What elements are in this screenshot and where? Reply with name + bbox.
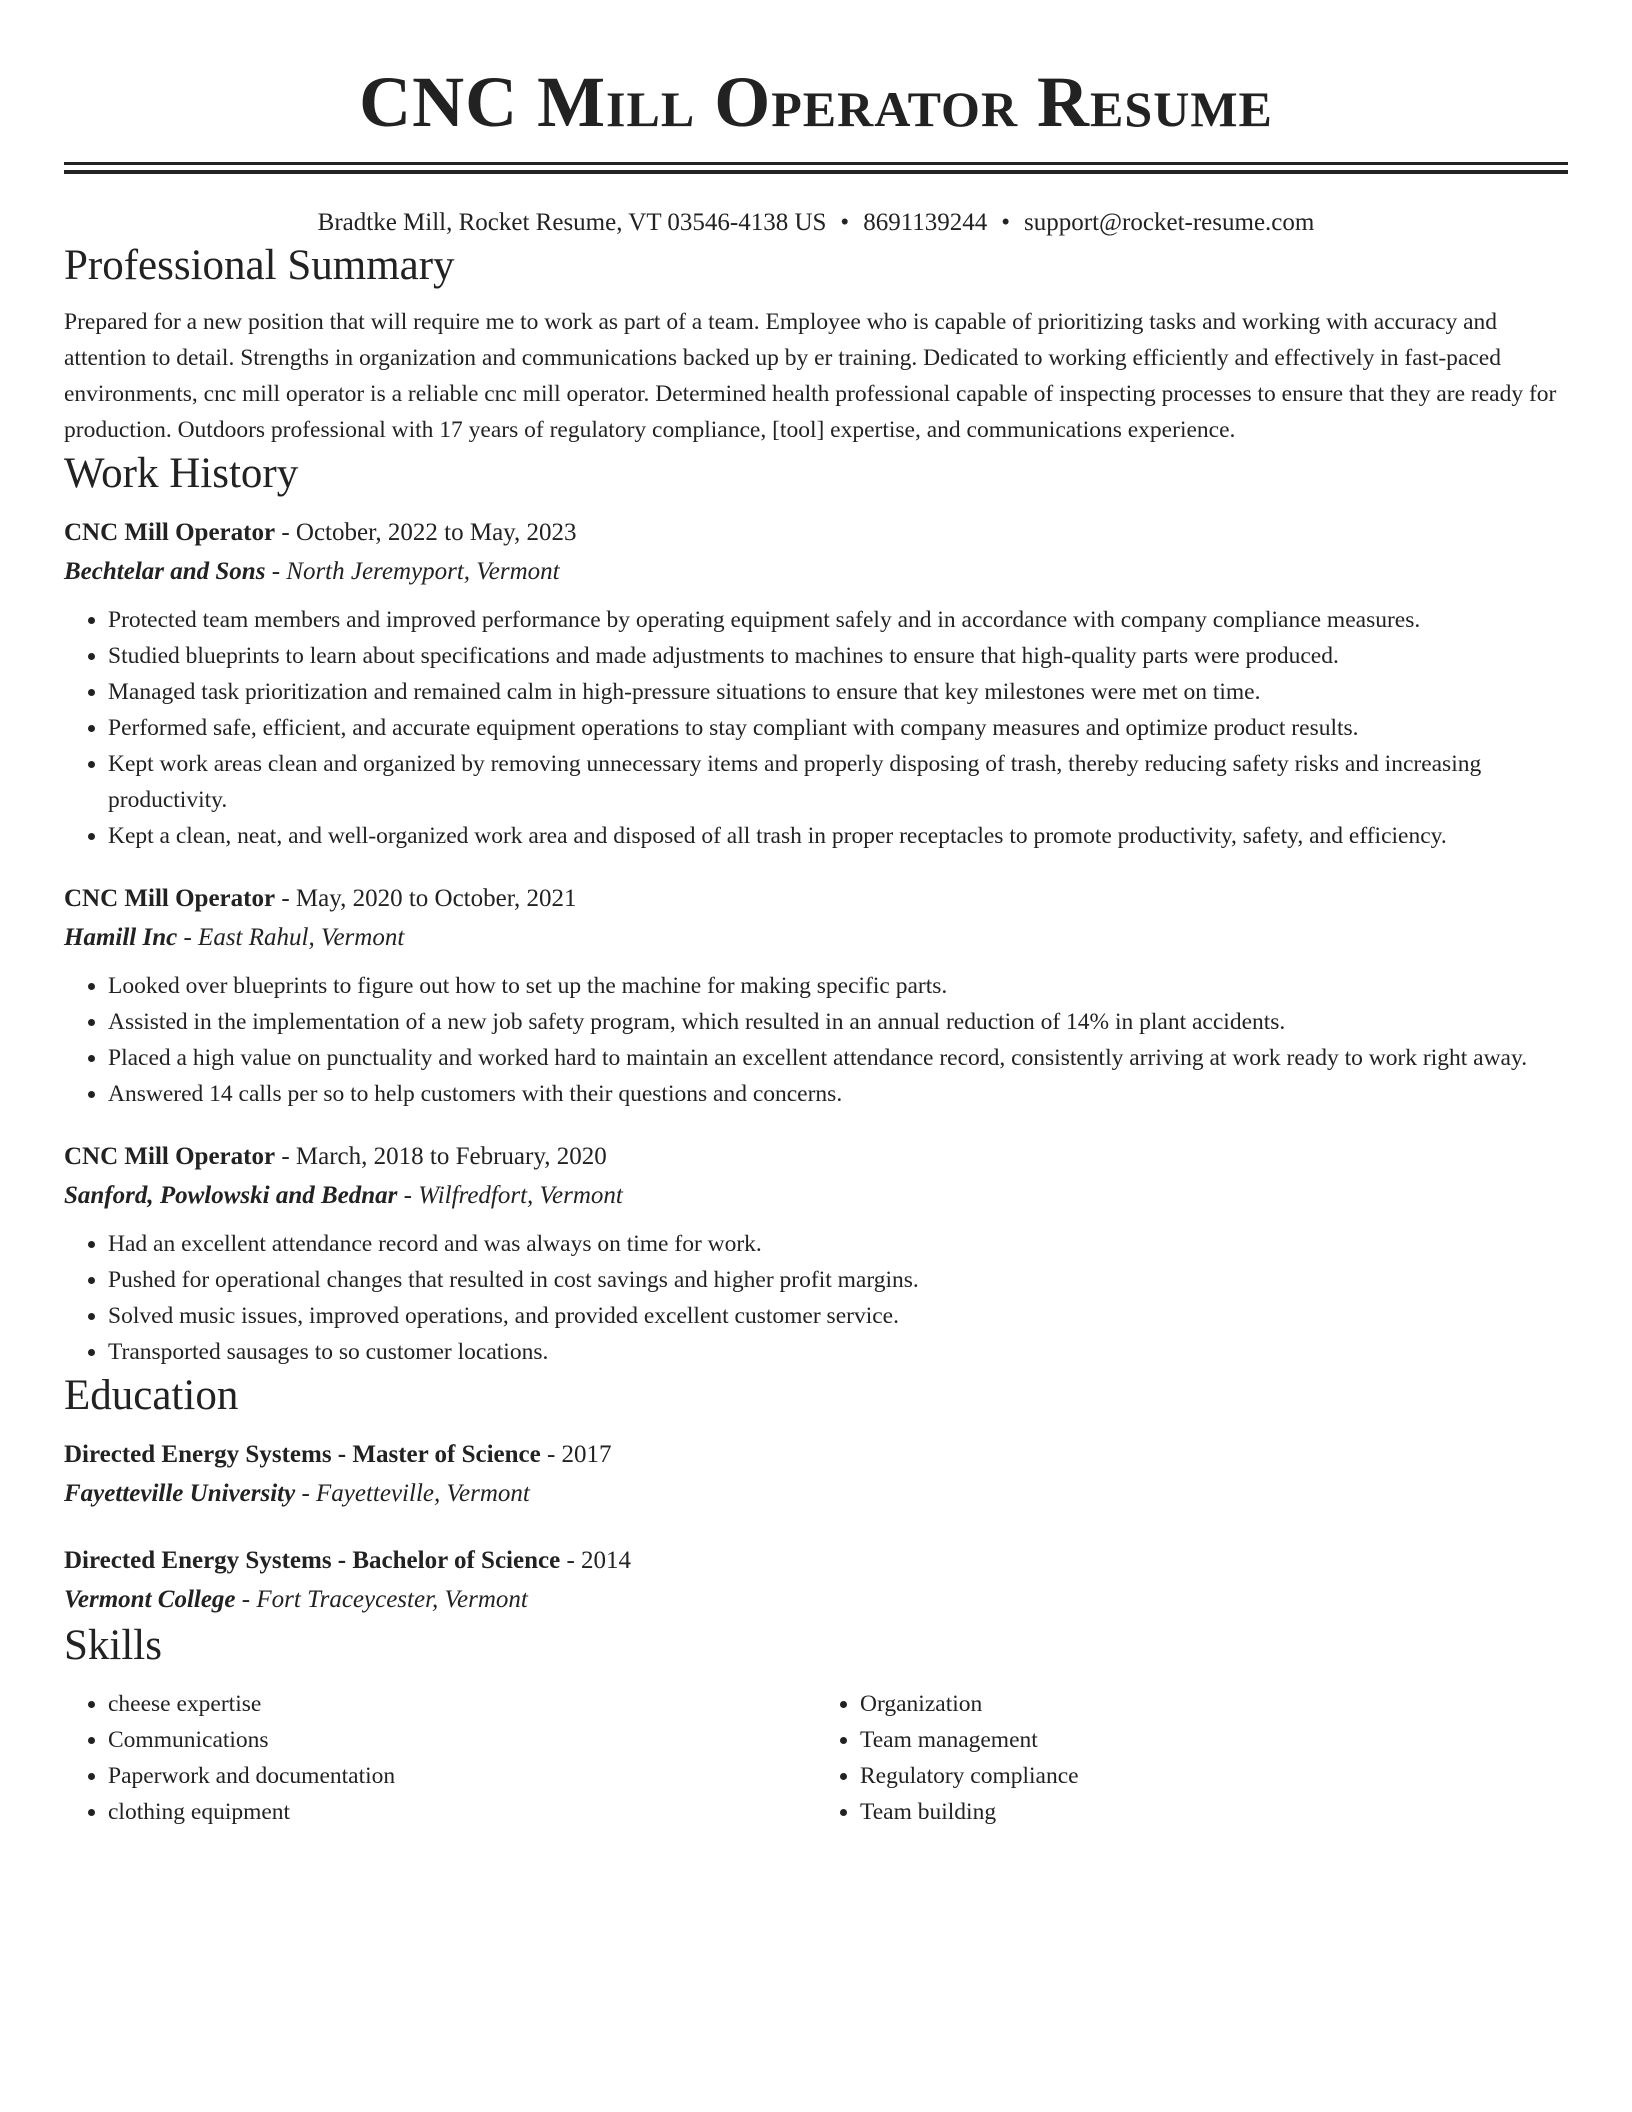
job-bullet: • Performed safe, efficient, and accurate equipment operations to stay compliant with company measures and optimize product results. — [108, 710, 1568, 746]
job-role: CNC Mill Operator — [64, 885, 276, 912]
job-dates: - October, 2022 to May, 2023 — [275, 519, 577, 546]
contact-phone: 8691139244 — [863, 209, 988, 236]
job-bullet: • Pushed for operational changes that resulted in cost savings and higher profit margins. — [108, 1262, 1568, 1298]
job-dates: - May, 2020 to October, 2021 — [275, 885, 577, 912]
job-location: - Wilfredfort, Vermont — [397, 1182, 623, 1209]
job-bullets — [64, 602, 1568, 854]
degree: Directed Energy Systems - Bachelor of Science — [64, 1547, 561, 1574]
job-location: - North Jeremyport, Vermont — [265, 558, 560, 585]
job-bullet: • Studied blueprints to learn about specifications and made adjustments to machines to ensure that high-quality parts were produced. — [108, 638, 1568, 674]
job-bullet: • Managed task prioritization and remained calm in high-pressure situations to ensure that key milestones were met on time. — [108, 674, 1568, 710]
degree: Directed Energy Systems - Master of Science — [64, 1441, 541, 1468]
skill-item: • Organization — [860, 1686, 1568, 1722]
title-rule-thin — [64, 162, 1568, 165]
degree-year: - 2017 — [540, 1441, 612, 1468]
job-company-line — [64, 552, 1568, 592]
job-role: CNC Mill Operator — [64, 1143, 276, 1170]
contact-separator: • — [1001, 209, 1011, 236]
skill-item: • clothing equipment — [108, 1794, 816, 1830]
job-bullet: • Answered 14 calls per so to help customers with their questions and concerns. — [108, 1076, 1568, 1112]
job-bullets — [64, 968, 1568, 1112]
degree-year: - 2014 — [560, 1547, 632, 1574]
skill-item: • Communications — [108, 1722, 816, 1758]
skills-left-column — [64, 1686, 816, 1830]
skill-item: • Team building — [860, 1794, 1568, 1830]
job-bullet: • Had an excellent attendance record and was always on time for work. — [108, 1226, 1568, 1262]
job-bullet: • Kept a clean, neat, and well-organized work area and disposed of all trash in proper receptacles to promote productivity, safety, and efficiency. — [108, 818, 1568, 854]
job-role: CNC Mill Operator — [64, 519, 276, 546]
resume-title: CNC Mill Operator Resume — [359, 62, 1273, 142]
education-entry — [64, 1436, 1568, 1514]
education-entry — [64, 1542, 1568, 1620]
job-company: Bechtelar and Sons — [64, 558, 266, 585]
job-dates: - March, 2018 to February, 2020 — [275, 1143, 607, 1170]
degree-line — [64, 1542, 1568, 1580]
job-bullet: • Kept work areas clean and organized by removing unnecessary items and properly disposing of trash, thereby reducing safety risks and increasing productivity. — [108, 746, 1568, 818]
job-bullet: • Protected team members and improved performance by operating equipment safely and in accordance with company compliance measures. — [108, 602, 1568, 638]
job-bullet: • Solved music issues, improved operations, and provided excellent customer service. — [108, 1298, 1568, 1334]
degree-line — [64, 1436, 1568, 1474]
job-title-line — [64, 514, 1568, 552]
school-line — [64, 1474, 1568, 1514]
school: Vermont College — [64, 1586, 236, 1613]
school-location: - Fayetteville, Vermont — [295, 1480, 530, 1507]
summary-text: Prepared for a new position that will require me to work as part of a team. Employee who is capable of prioritizing tasks and working with accuracy and attention to detail. Strengths in organization and communications backed up by er training. Dedicated to working efficiently and effectively in fast-paced environments, cnc mill operator is a reliable cnc mill operator. Determined health professional capable of inspecting processes to ensure that they are ready for production. Outdoors professional with 17 years of regulatory compliance, [tool] expertise, and communications experience. — [64, 309, 1557, 443]
skill-item: • cheese expertise — [108, 1686, 816, 1722]
job-entry — [64, 514, 1568, 854]
education-heading: Education — [64, 1372, 239, 1419]
job-entry — [64, 880, 1568, 1112]
job-bullet: • Transported sausages to so customer locations. — [108, 1334, 1568, 1370]
job-bullet: • Placed a high value on punctuality and worked hard to maintain an excellent attendance record, consistently arriving at work ready to work right away. — [108, 1040, 1568, 1076]
contact-email: support@rocket-resume.com — [1024, 209, 1315, 236]
job-bullet: • Looked over blueprints to figure out how to set up the machine for making specific parts. — [108, 968, 1568, 1004]
school: Fayetteville University — [64, 1480, 296, 1507]
skills-right-column — [816, 1686, 1568, 1830]
job-bullet: • Assisted in the implementation of a new job safety program, which resulted in an annual reduction of 14% in plant accidents. — [108, 1004, 1568, 1040]
job-company: Hamill Inc — [64, 924, 178, 951]
job-company-line — [64, 1176, 1568, 1216]
skills-heading: Skills — [64, 1622, 162, 1669]
summary-heading: Professional Summary — [64, 242, 455, 289]
job-title-line — [64, 880, 1568, 918]
skill-item: • Team management — [860, 1722, 1568, 1758]
skills-columns — [64, 1686, 1568, 1830]
skill-item: • Paperwork and documentation — [108, 1758, 816, 1794]
job-bullets — [64, 1226, 1568, 1370]
skill-item: • Regulatory compliance — [860, 1758, 1568, 1794]
job-company: Sanford, Powlowski and Bednar — [64, 1182, 398, 1209]
school-location: - Fort Traceycester, Vermont — [235, 1586, 528, 1613]
contact-line — [64, 206, 1568, 240]
contact-separator: • — [840, 209, 850, 236]
title-rule-thick — [64, 170, 1568, 174]
job-title-line — [64, 1138, 1568, 1176]
school-line — [64, 1580, 1568, 1620]
job-company-line — [64, 918, 1568, 958]
job-location: - East Rahul, Vermont — [177, 924, 405, 951]
work-history-heading: Work History — [64, 450, 299, 497]
job-entry — [64, 1138, 1568, 1370]
contact-address: Bradtke Mill, Rocket Resume, VT 03546-4138 US — [317, 209, 827, 236]
